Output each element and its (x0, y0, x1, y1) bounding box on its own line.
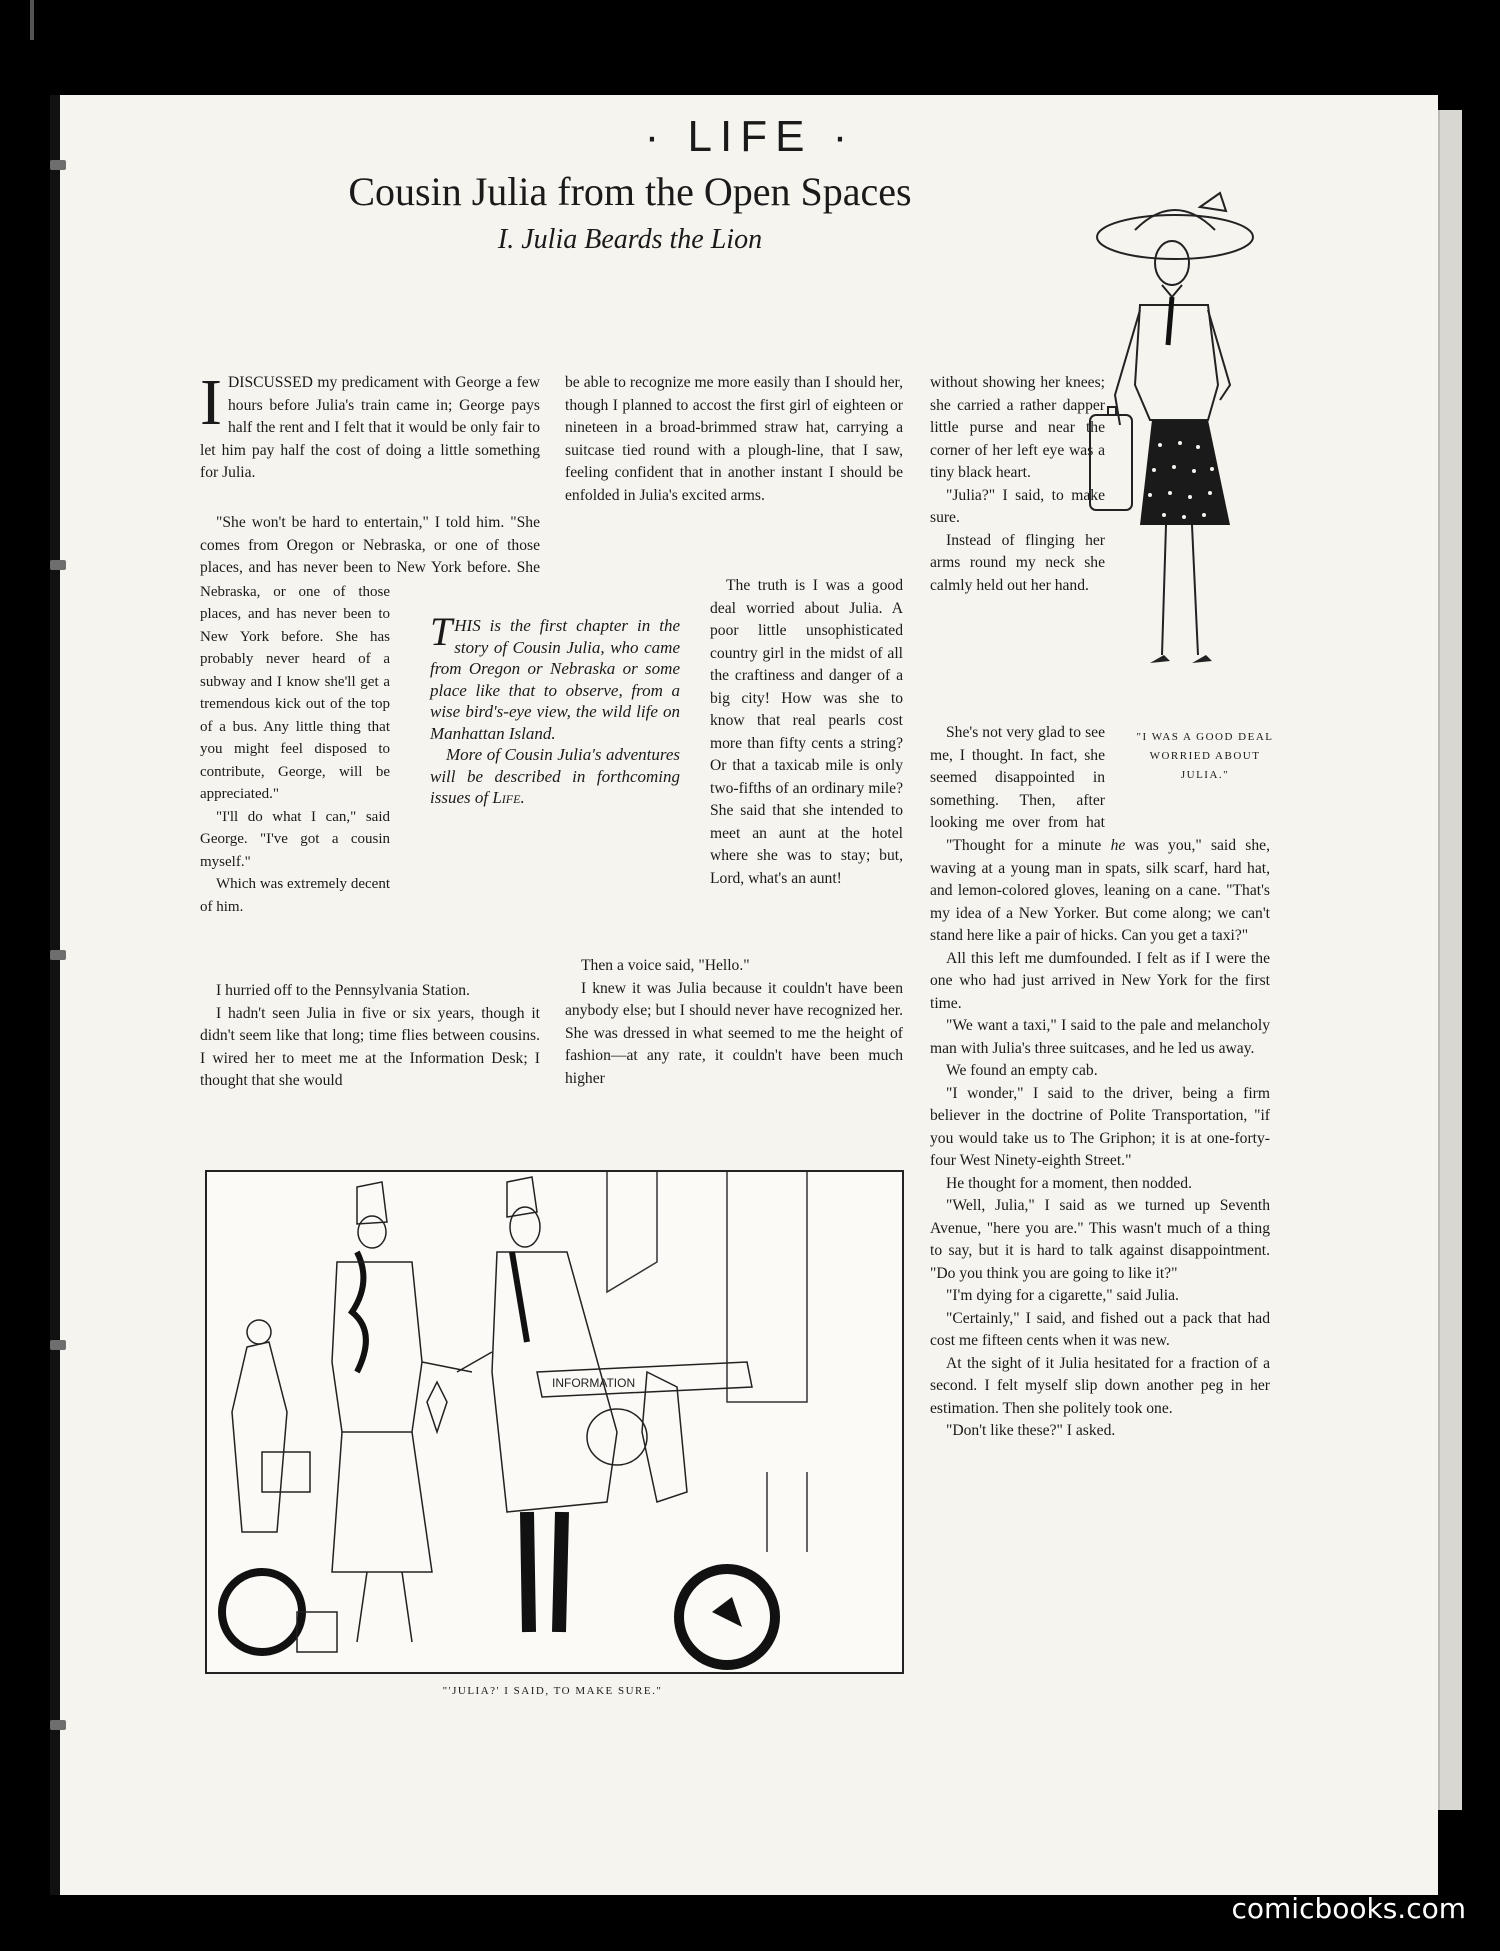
paragraph: The truth is I was a good deal worried about Julia. A poor little unsophisticated country girl in the midst of all the craftiness and danger of a big city! How was she to know that real pearls cost more than fifty cents a string? Or that a taxicab mile is only two-fifths of an ordinary mile? She said that she intended to meet an aunt at the hotel where she was to stay; but, Lord, what's an aunt! (710, 577, 903, 887)
paragraph: "I wonder," I said to the driver, being a firm believer in the doctrine of Polite Transportation, "if you would take us to The Griphon; it is at one-forty-four West Ninety-eighth Street." (930, 1084, 1270, 1169)
column-3-mid (930, 722, 1105, 835)
sidebar-note-p1: THIS is the first chapter in the story of Cousin Julia, who came from Oregon or Nebraska or some place like that to observe, from a wise bird's-eye view, the wild life on Manhattan Island. (430, 609, 680, 743)
text-run: "Thought for a minute (946, 837, 1111, 854)
paragraph: I hadn't seen Julia in five or six years, though it didn't seem like that long; time flies between cousins. I wired her to meet me at the Information Desk; I thought that she would (200, 1004, 540, 1089)
paragraph: "I'm dying for a cigarette," said Julia. (946, 1287, 1179, 1304)
text-run: was you," said she, waving at a young man in spats, silk scarf, hard hat, and lemon-colored gloves, leaning on a cane. "That's my idea of a New Yorker. But come along; we can't stand here like a pair of hicks. Can you get a taxi?" (930, 837, 1270, 944)
binding-stitch (50, 560, 66, 570)
paragraph: "I'll do what I can," said George. "I've got a cousin myself." (200, 808, 390, 870)
paragraph (930, 835, 1270, 948)
column-1-bottom (200, 980, 540, 1093)
life-name: Life (492, 788, 521, 807)
paragraph: "Well, Julia," I said as we turned up Seventh Avenue, "here you are." This wasn't much of a thing to say, but it is hard to talk against disappointment. "Do you think you are going to like it?" (930, 1197, 1270, 1282)
main-caption: "'JULIA?' I SAID, TO MAKE SURE." (442, 1685, 663, 1697)
station-sign: INFORMATION (552, 1376, 636, 1390)
paragraph: "We want a taxi," I said to the pale and melancholy man with Julia's three suitcases, and he led us away. (930, 1017, 1270, 1057)
station-scene-drawing (207, 1172, 902, 1672)
paragraph (200, 366, 540, 485)
drop-cap: I (200, 366, 222, 439)
watermark: comicbooks.com (1231, 1892, 1466, 1925)
paragraph: At the sight of it Julia hesitated for a fraction of a second. I felt myself slip down another peg in her estimation. Then she politely took one. (930, 1354, 1270, 1417)
paragraph: "Julia?" I said, to make sure. (930, 486, 1105, 526)
paragraph-text: my predicament with George a few hours before Julia's train came in; George pays half the rent and I felt that it would be only fair to let him pay half the cost of doing a little something for Julia. (200, 374, 540, 481)
binding (50, 95, 60, 1895)
story-headline: Cousin Julia from the Open Spaces (348, 169, 912, 214)
paragraph: Instead of flinging her arms round my neck she calmly held out her hand. (930, 531, 1105, 594)
magazine-title: · LIFE · (644, 112, 856, 161)
paragraph: Which was extremely decent of him. (200, 876, 390, 915)
binding-stitch (50, 950, 66, 960)
paragraph: We found an empty cab. (946, 1062, 1098, 1079)
sidebar-note-end: . (520, 788, 525, 807)
column-1-top (200, 366, 540, 485)
paragraph: I knew it was Julia because it couldn't have been anybody else; but I should never have recognized her. She was dressed in what seemed to me the height of fashion—at any rate, it couldn't have been much higher (565, 979, 903, 1087)
binding-stitch (50, 1720, 66, 1730)
binding-stitch (50, 1340, 66, 1350)
paragraph: All this left me dumfounded. I felt as if I were the one who had just arrived in New York for the first time. (930, 949, 1270, 1012)
column-2-top (565, 372, 903, 507)
station-scene-illustration (205, 1170, 904, 1674)
column-1-wide (200, 512, 540, 579)
column-2-narrow (710, 575, 903, 955)
paragraph: Nebraska, or one of those places, and has never been to New York before. She has probably never heard of a subway and I know she'll get a tremendous kick out of the top of a bus. Any little thing that you might feel disposed to contribute, George, will be appreciated." (200, 583, 390, 802)
column-3-top (930, 372, 1105, 597)
paragraph: He thought for a moment, then nodded. (946, 1174, 1192, 1192)
paragraph: be able to recognize me more easily than I should her, though I planned to accost the first girl of eighteen or nineteen in a broad-brimmed straw hat, carrying a suitcase tied round with a plough-line, that I saw, feeling confident that in another instant I should be enfolded in Julia's excited arms. (565, 374, 903, 504)
emphasis: he (1110, 837, 1126, 854)
column-2-bottom (565, 955, 903, 1090)
column-1-narrow (200, 580, 390, 956)
paragraph: I hurried off to the Pennsylvania Station. (216, 982, 470, 999)
julia-figure-illustration (1080, 185, 1270, 710)
sidebar-note (430, 609, 680, 809)
paragraph: without showing her knees; she carried a rather dapper little purse and near the corner of her left eye was a tiny black heart. (930, 374, 1105, 481)
lead-word: DISCUSSED (227, 374, 313, 391)
paragraph: "She won't be hard to entertain," I told him. "She comes from Oregon or Nebraska, or one of those places, and has never been to New York before. She (200, 514, 540, 576)
paragraph: Then a voice said, "Hello." (581, 957, 750, 974)
scan-mark (30, 0, 34, 40)
story-subheadline: I. Julia Beards the Lion (497, 224, 763, 255)
column-3-bottom (930, 835, 1270, 1443)
sidebar-note-text: More of Cousin Julia's adventures will be described in forthcoming issues of (430, 745, 680, 807)
paragraph: "Certainly," I said, and fished out a pack that had cost me fifteen cents when it was new. (930, 1309, 1270, 1349)
sidebar-note-p2 (430, 744, 680, 809)
paragraph: She's not very glad to see me, I thought. In fact, she seemed disappointed in something. Then, after looking me over from hat (930, 724, 1105, 831)
top-right-caption: "I WAS A GOOD DEAL WORRIED ABOUT JULIA." (1136, 731, 1274, 781)
paragraph: "Don't like these?" I asked. (946, 1422, 1116, 1439)
page-edge (1438, 110, 1462, 1810)
